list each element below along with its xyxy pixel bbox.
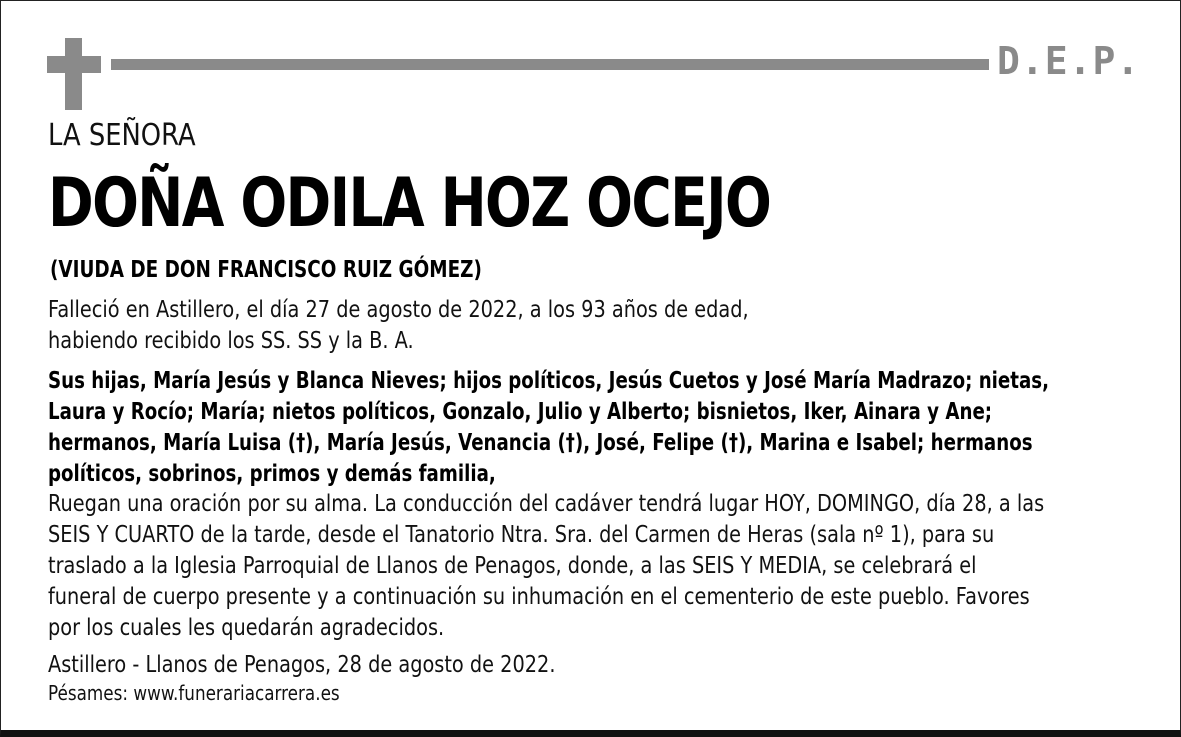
family-line: políticos, sobrinos, primos y demás familia,: [48, 461, 496, 487]
intro-title: LA SEÑORA: [48, 118, 196, 153]
ceremony-line: Ruegan una oración por su alma. La conducción del cadáver tendrá lugar HOY, DOMINGO, día 28, a las: [48, 491, 1045, 517]
deceased-name: DOÑA ODILA HOZ OCEJO: [48, 164, 771, 243]
ceremony-line: funeral de cuerpo presente y a continuación su inhumación en el cementerio de este pueblo. Favores: [48, 584, 1030, 610]
condolences-link: Pésames: www.funerariacarrera.es: [48, 681, 340, 705]
latin-cross-icon: [47, 38, 101, 110]
family-line: hermanos, María Luisa (†), María Jesús, Venancia (†), José, Felipe (†), Marina e Isabel; hermanos: [48, 430, 1033, 456]
dep-label: D.E.P.: [997, 39, 1141, 83]
ceremony-line: por los cuales les quedarán agradecidos.: [48, 615, 445, 641]
ceremony-line: traslado a la Iglesia Parroquial de Llanos de Penagos, donde, a las SEIS Y MEDIA, se celebrará el: [48, 553, 977, 579]
death-line: Falleció en Astillero, el día 27 de agosto de 2022, a los 93 años de edad,: [48, 297, 749, 323]
place-date: Astillero - Llanos de Penagos, 28 de agosto de 2022.: [48, 652, 556, 678]
family-line: Sus hijas, María Jesús y Blanca Nieves; hijos políticos, Jesús Cuetos y José María Madrazo; nietas,: [48, 368, 1050, 394]
death-announcement: [48, 295, 749, 357]
family-list: [48, 366, 1049, 490]
ceremony-line: SEIS Y CUARTO de la tarde, desde el Tanatorio Ntra. Sra. del Carmen de Heras (sala nº 1), para su: [48, 522, 995, 548]
family-line: Laura y Rocío; María; nietos políticos, Gonzalo, Julio y Alberto; bisnietos, Iker, Ainara y Ane;: [48, 399, 993, 425]
widow-of-line: (VIUDA DE DON FRANCISCO RUIZ GÓMEZ): [50, 257, 482, 283]
death-line: habiendo recibido los SS. SS y la B. A.: [48, 328, 414, 354]
ceremony-details: [48, 489, 1044, 644]
header-rule: [111, 59, 989, 70]
